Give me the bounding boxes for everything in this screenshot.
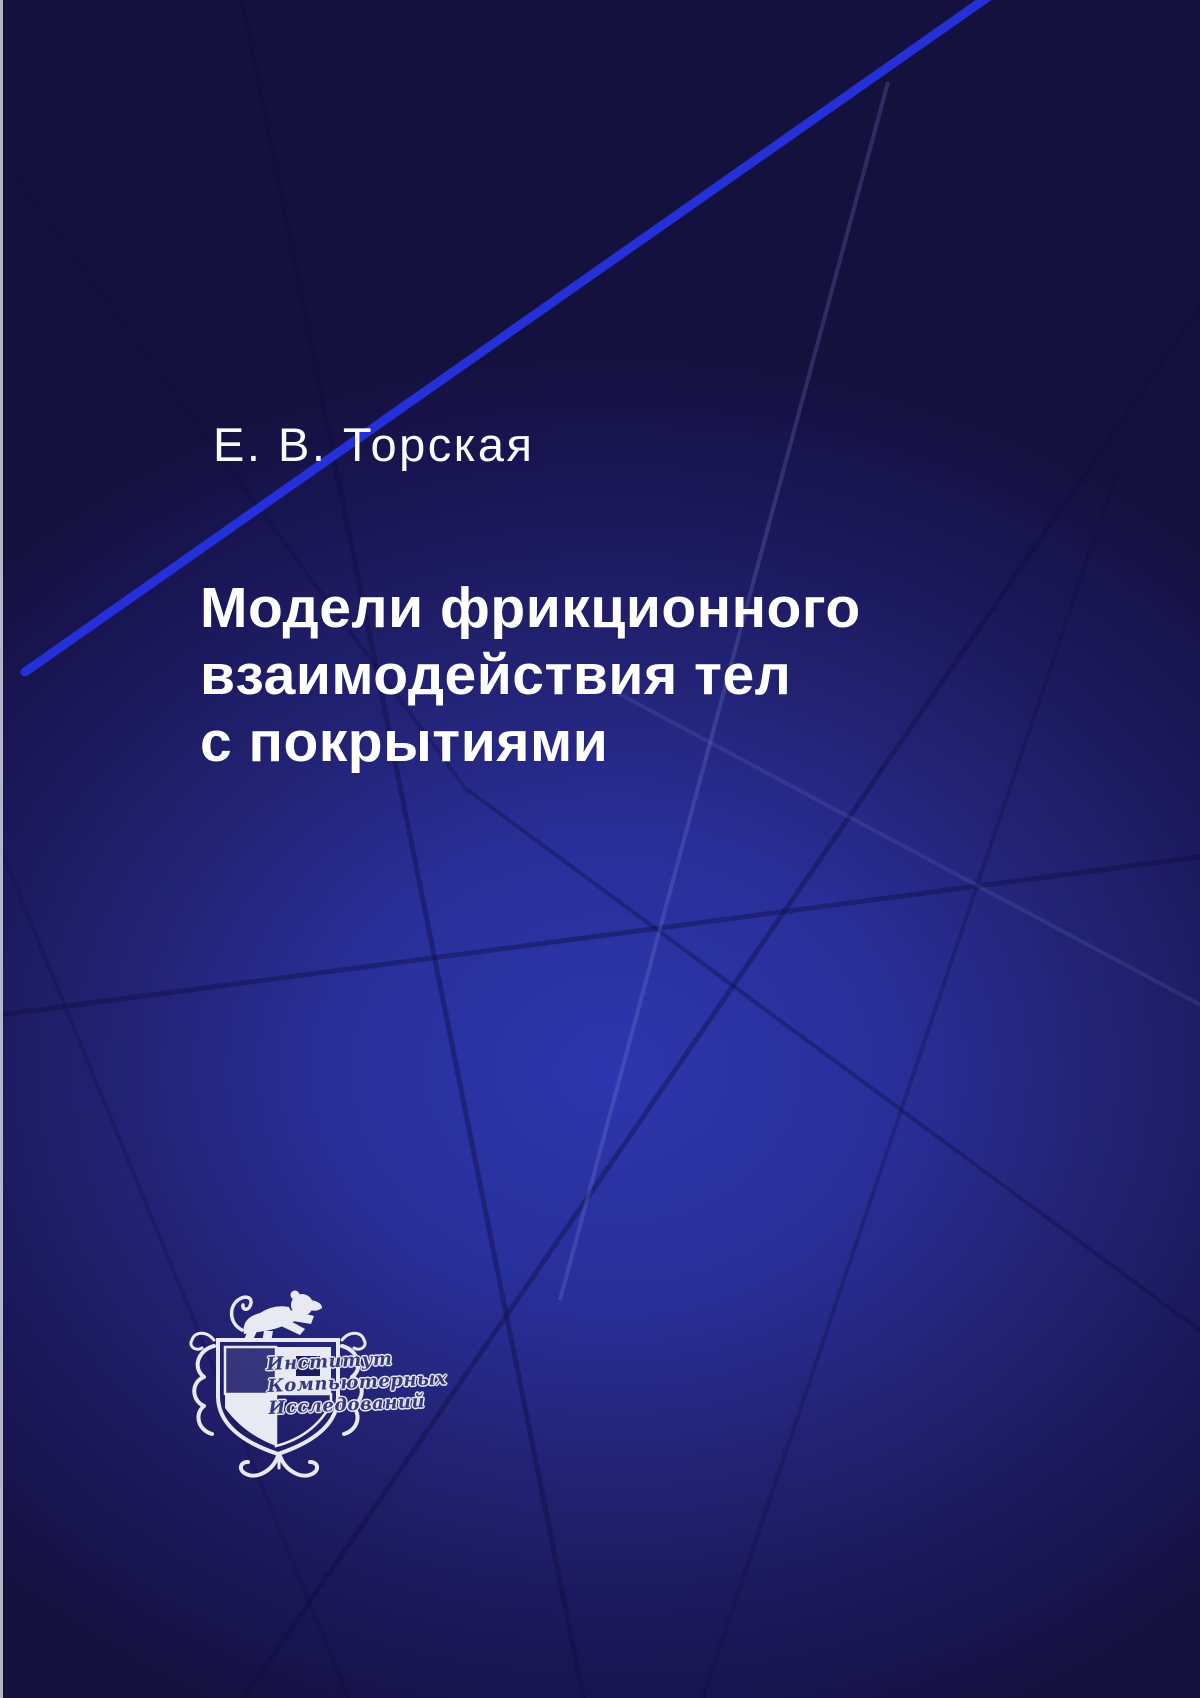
publisher-name-line-3: Исследований [267,1391,426,1419]
title-line-1: Модели фрикционного [200,576,861,640]
publisher-name [266,1346,448,1420]
publisher-name-line-2: Компьютерных [266,1368,448,1397]
author-name: Е. В. Торская [213,418,535,471]
title-line-2: взаимодействия тел [200,643,792,707]
title-line-3: с покрытиями [200,710,609,774]
publisher-name-line-1: Институт [266,1348,393,1375]
page-edge [0,0,3,1698]
book-title [200,575,861,776]
